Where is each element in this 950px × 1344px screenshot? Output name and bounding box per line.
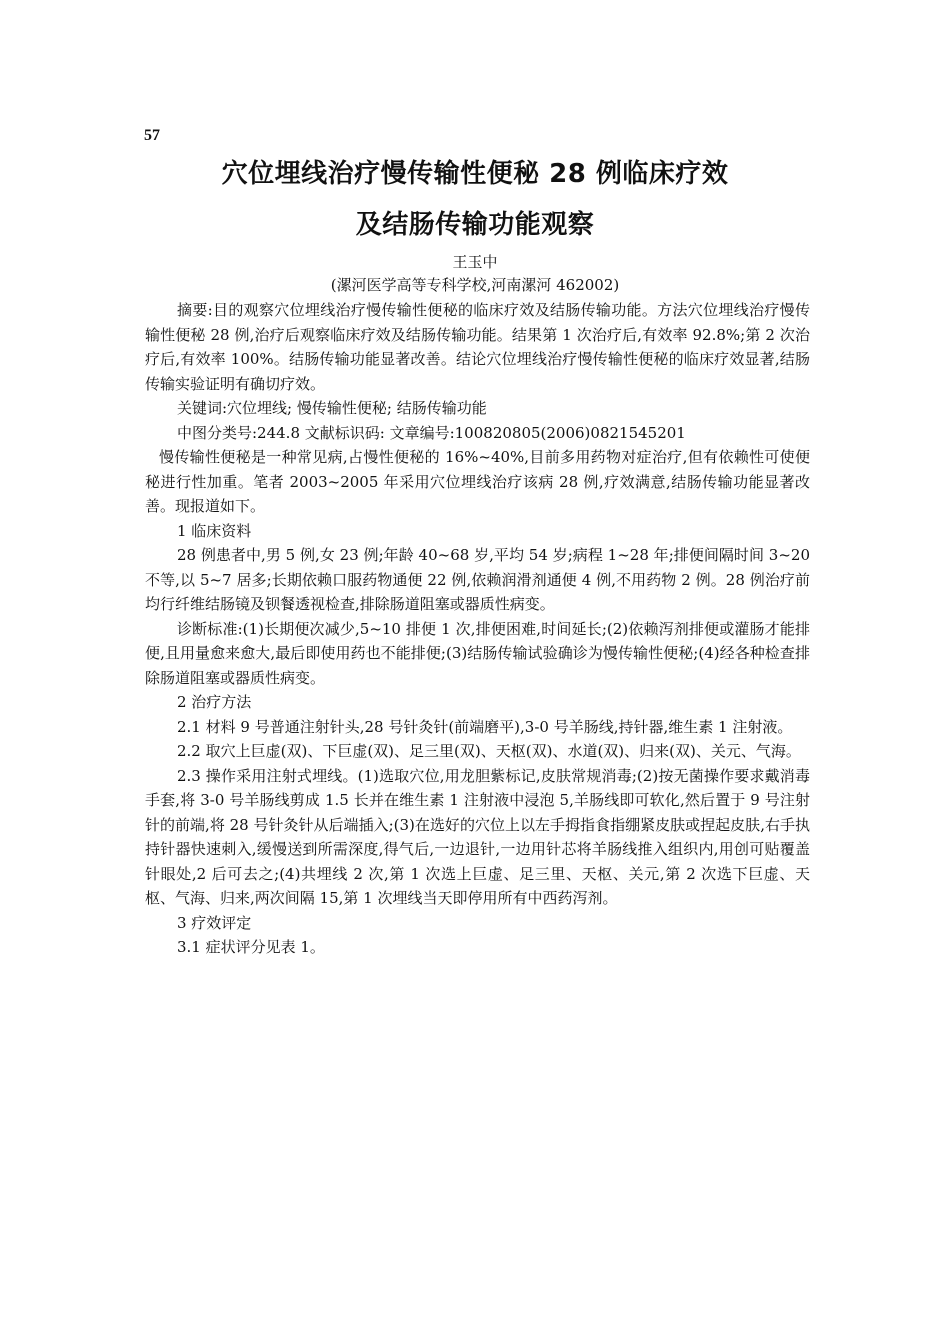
article-title-line-1: 穴位埋线治疗慢传输性便秘 28 例临床疗效 (221, 159, 729, 189)
article-title-line-2: 及结肠传输功能观察 (355, 210, 595, 240)
abstract-paragraph: 摘要:目的观察穴位埋线治疗慢传输性便秘的临床疗效及结肠传输功能。方法穴位埋线治疗慢传输性便秘 28 例,治疗后观察临床疗效及结肠传输功能。结果第 1 次治疗后,有效率 92.8%;第 2 次治疗后,有效率 100%。结肠传输功能显著改善。结论穴位埋线治疗慢传输性便秘的临床疗效显著,结肠传输实验证明有确切疗效。 (145, 301, 810, 393)
author-affiliation: (漯河医学高等专科学校,河南漯河 462002) (330, 276, 620, 294)
intro-paragraph: 慢传输性便秘是一种常见病,占慢性便秘的 16%~40%,目前多用药物对症治疗,但有依赖性可使便秘进行性加重。笔者 2003~2005 年采用穴位埋线治疗该病 28 例,疗效满意,结肠传输功能显著改善。现报道如下。 (145, 448, 810, 515)
section-heading-treatment: 2 治疗方法 (177, 693, 252, 711)
section-heading-evaluation: 3 疗效评定 (177, 913, 252, 932)
procedure-paragraph: 2.3 操作采用注射式埋线。(1)选取穴位,用龙胆紫标记,皮肤常规消毒;(2)按无菌操作要求戴消毒手套,将 3-0 号羊肠线剪成 1.5 长并在维生素 1 注射液中浸泡 5,羊肠线即可软化,然后置于 9 号注射针的前端,将 28 号针灸针从后端插入;(3)在选好的穴位上以左手拇指食指绷紧皮肤或捏起皮肤,右手执持针器快速刺入,缓慢送到所需深度,得气后,一边退针,一边用针芯将羊肠线推入组织内,用创可贴覆盖针眼处,2 后可去之;(4)共埋线 2 次,第 1 次选上巨虚、足三里、天枢、关元,第 2 次选下巨虚、天枢、气海、归来,两次间隔 15,第 1 次埋线当天即停用所有中西药泻剂。 (145, 766, 810, 907)
materials-paragraph: 2.1 材料 9 号普通注射针头,28 号针灸针(前端磨平),3-0 号羊肠线,持针器,维生素 1 注射液。 (177, 717, 793, 736)
classification-line: 中图分类号:244.8 文献标识码: 文章编号:100820805(2006)0821545201 (177, 423, 686, 442)
author-name: 王玉中 (452, 253, 498, 271)
page-number: 57 (144, 127, 160, 144)
article-body (145, 298, 810, 960)
diagnostic-criteria-paragraph: 诊断标准:(1)长期便次减少,5~10 排便 1 次,排便困难,时间延长;(2)依赖泻剂排便或灌肠才能排便,且用量愈来愈大,最后即使用药也不能排便;(3)结肠传输试验确诊为慢传输性便秘;(4)经各种检查排除肠道阻塞或器质性病变。 (145, 619, 810, 687)
symptom-score-paragraph: 3.1 症状评分见表 1。 (177, 938, 325, 956)
clinical-data-paragraph: 28 例患者中,男 5 例,女 23 例;年龄 40~68 岁,平均 54 岁;病程 1~28 年;排便间隔时间 3~20 不等,以 5~7 居多;长期依赖口服药物通便 22 例,依赖润滑剂通便 4 例,不用药物 2 例。28 例治疗前均行纤维结肠镜及钡餐透视检查,排除肠道阻塞或器质性病变。 (145, 546, 810, 613)
section-heading-clinical-data: 1 临床资料 (177, 521, 252, 540)
keywords-line: 关键词:穴位埋线; 慢传输性便秘; 结肠传输功能 (177, 399, 487, 417)
acupoints-paragraph: 2.2 取穴上巨虚(双)、下巨虚(双)、足三里(双)、天枢(双)、水道(双)、归来(双)、关元、气海。 (177, 742, 801, 760)
